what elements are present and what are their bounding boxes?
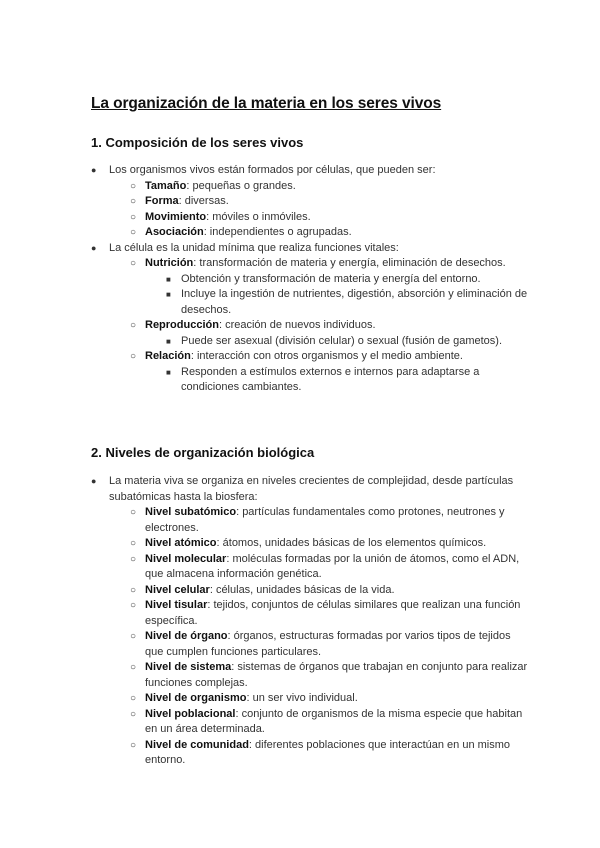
term-label: Forma xyxy=(145,195,179,207)
list-item xyxy=(91,707,531,738)
list-item-text: Incluye la ingestión de nutrientes, digestión, absorción y eliminación de desechos. xyxy=(181,288,528,316)
circle-bullet-icon: ○ xyxy=(130,258,137,269)
term-description: : órganos, estructuras formadas por varios tipos de tejidos que cumplen funciones particulares. xyxy=(145,630,511,658)
list-item xyxy=(91,552,531,583)
term-description: : pequeñas o grandes. xyxy=(186,179,296,192)
circle-bullet-icon: ○ xyxy=(130,196,137,207)
square-bullet-icon: ■ xyxy=(166,290,171,299)
list-item-text: La materia viva se organiza en niveles crecientes de complejidad, desde partículas subatómicas hasta la biosfera: xyxy=(109,475,514,503)
term-label: Nivel poblacional xyxy=(145,707,236,720)
list-item xyxy=(91,365,531,396)
circle-bullet-icon: ○ xyxy=(130,538,137,549)
term-description: : conjunto de organismos de la misma especie que habitan en un área determinada. xyxy=(145,707,523,735)
list-item xyxy=(91,194,531,210)
list-item-text: Puede ser asexual (división celular) o sexual (fusión de gametos). xyxy=(181,334,502,347)
disc-bullet-icon: ● xyxy=(91,242,97,253)
term-description: : tejidos, conjuntos de células similares que realizan una función específica. xyxy=(145,599,521,627)
list-item xyxy=(91,598,531,629)
term-label: Relación xyxy=(145,350,191,362)
disc-bullet-icon: ● xyxy=(91,476,97,486)
list-item xyxy=(91,179,531,195)
disc-bullet-icon: ● xyxy=(91,165,97,175)
term-label: Asociación xyxy=(145,226,204,238)
term-label: Nivel atómico xyxy=(145,537,217,549)
circle-bullet-icon: ○ xyxy=(130,631,137,642)
term-description: : diversas. xyxy=(178,195,229,207)
square-bullet-icon: ■ xyxy=(166,274,171,284)
list-item xyxy=(91,536,531,552)
list-item xyxy=(91,738,531,769)
circle-bullet-icon: ○ xyxy=(130,600,137,611)
term-description: : células, unidades básicas de la vida. xyxy=(209,583,395,596)
list-item-text: La célula es la unidad mínima que realiza funciones vitales: xyxy=(109,241,399,254)
term-label: Nivel subatómico xyxy=(145,506,237,518)
term-label: Nivel tisular xyxy=(145,599,208,611)
term-description: : sistemas de órganos que trabajan en conjunto para realizar funciones complejas. xyxy=(145,661,528,689)
list-item-text: Los organismos vivos están formados por células, que pueden ser: xyxy=(109,164,436,176)
list-item xyxy=(91,474,531,505)
list-item xyxy=(91,225,531,241)
circle-bullet-icon: ○ xyxy=(130,584,137,596)
list-item xyxy=(91,272,531,288)
term-description: : un ser vivo individual. xyxy=(246,692,358,704)
circle-bullet-icon: ○ xyxy=(130,553,137,565)
list-item xyxy=(91,505,531,536)
term-label: Reproducción xyxy=(145,319,219,331)
term-label: Nivel de órgano xyxy=(145,630,228,642)
list-item xyxy=(91,583,531,599)
term-label: Tamaño xyxy=(145,179,187,192)
circle-bullet-icon: ○ xyxy=(130,351,137,362)
list-item xyxy=(91,210,531,226)
term-description: : moléculas formadas por la unión de átomos, como el ADN, que almacena información genética. xyxy=(145,552,520,580)
term-label: Nivel de comunidad xyxy=(145,738,249,751)
section-heading-composicion: 1. Composición de los seres vivos xyxy=(91,135,304,150)
term-description: : transformación de materia y energía, eliminación de desechos. xyxy=(193,257,506,269)
circle-bullet-icon: ○ xyxy=(130,227,137,238)
list-item xyxy=(91,691,531,707)
circle-bullet-icon: ○ xyxy=(130,507,137,518)
list-item xyxy=(91,334,531,350)
list-item xyxy=(91,318,531,334)
circle-bullet-icon: ○ xyxy=(130,708,137,720)
term-label: Nivel de organismo xyxy=(145,692,247,704)
square-bullet-icon: ■ xyxy=(166,367,171,377)
section-heading-niveles: 2. Niveles de organización biológica xyxy=(91,445,315,460)
list-item xyxy=(91,287,531,318)
list-item xyxy=(91,349,531,365)
term-description: : independientes o agrupadas. xyxy=(203,226,352,238)
circle-bullet-icon: ○ xyxy=(130,211,137,223)
list-item xyxy=(91,241,531,257)
term-description: : átomos, unidades básicas de los elementos químicos. xyxy=(216,537,487,549)
list-item xyxy=(91,163,531,179)
page-title: La organización de la materia en los seres vivos xyxy=(91,95,442,112)
list-item-text: Obtención y transformación de materia y energía del entorno. xyxy=(181,272,481,285)
term-label: Nivel celular xyxy=(145,583,210,596)
circle-bullet-icon: ○ xyxy=(130,662,137,673)
list-item xyxy=(91,629,531,660)
term-description: : partículas fundamentales como protones, neutrones y electrones. xyxy=(145,506,505,534)
niveles-list xyxy=(91,474,531,769)
term-description: : creación de nuevos individuos. xyxy=(218,319,376,331)
term-description: : diferentes poblaciones que interactúan en un mismo entorno. xyxy=(145,738,511,766)
list-item xyxy=(91,660,531,691)
square-bullet-icon: ■ xyxy=(166,336,171,346)
list-item xyxy=(91,256,531,272)
composicion-list xyxy=(91,163,531,396)
circle-bullet-icon: ○ xyxy=(130,739,137,751)
circle-bullet-icon: ○ xyxy=(130,693,137,704)
term-description: : interacción con otros organismos y el medio ambiente. xyxy=(190,350,463,362)
term-label: Nivel molecular xyxy=(145,552,227,565)
term-label: Movimiento xyxy=(145,210,207,223)
list-item-text: Responden a estímulos externos e internos para adaptarse a condiciones cambiantes. xyxy=(181,365,480,393)
term-label: Nutrición xyxy=(145,257,194,269)
term-description: : móviles o inmóviles. xyxy=(206,210,311,223)
circle-bullet-icon: ○ xyxy=(130,320,137,331)
term-label: Nivel de sistema xyxy=(145,661,232,673)
circle-bullet-icon: ○ xyxy=(130,180,137,192)
